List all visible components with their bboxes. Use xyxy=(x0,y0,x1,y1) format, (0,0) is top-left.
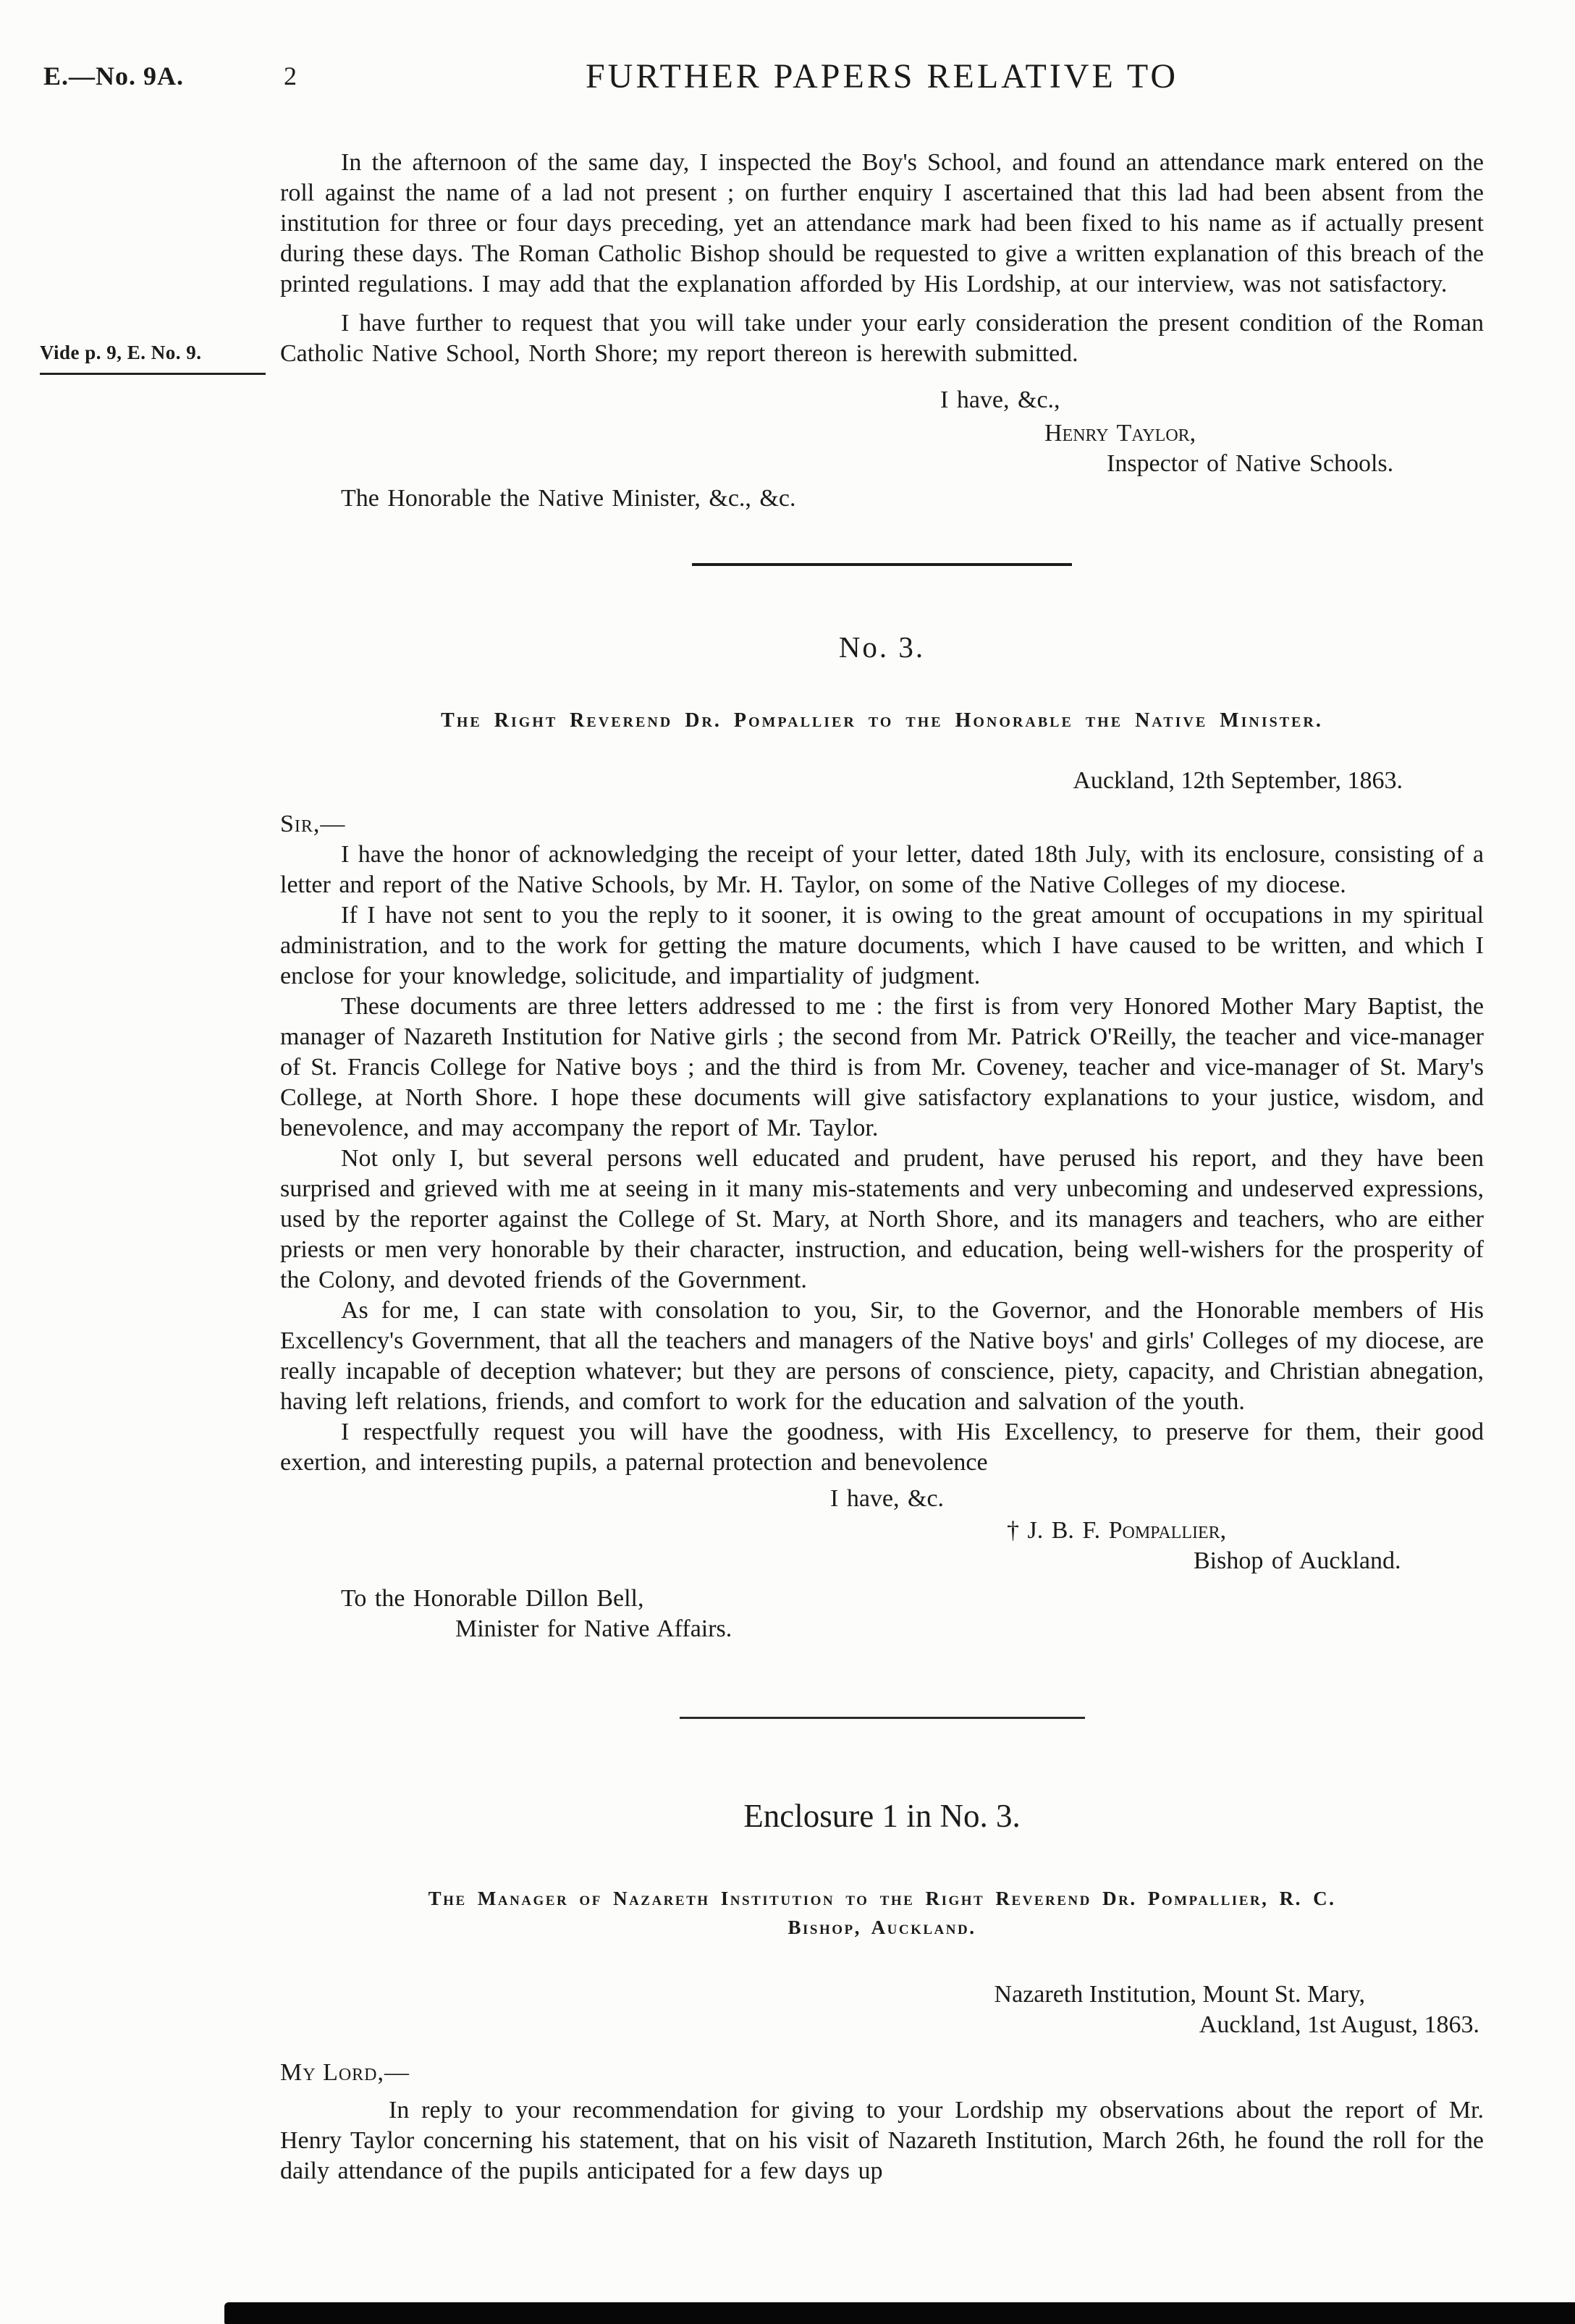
salutation: My Lord,— xyxy=(280,2059,410,2086)
doc-reference: E.—No. 9A. xyxy=(43,62,185,90)
dateline: Auckland, 1st August, 1863. xyxy=(1199,2011,1479,2038)
letter-heading-line2: Bishop, Auckland. xyxy=(788,1917,976,1938)
letter-heading-line1: The Manager of Nazareth Institution to the Right Reverend Dr. Pompallier, R. C. xyxy=(428,1888,1336,1909)
margin-note: Vide p. 9, E. No. 9. xyxy=(40,342,266,375)
signature-name: † J. B. F. Pompallier, xyxy=(1007,1517,1227,1544)
paragraph: If I have not sent to you the reply to it sooner, it is owing to the great amount of occupations in my spiritual administration, and to the work for getting the mature documents, which I have caused to be written, and which I enclose for your knowledge, solicitude, and impartiality of judgment. xyxy=(280,902,1484,989)
letter-heading: The Right Reverend Dr. Pompallier to the Honorable the Native Minister. xyxy=(441,709,1323,732)
section-divider xyxy=(692,563,1072,566)
valediction: I have, &c. xyxy=(830,1485,945,1512)
section-number: No. 3. xyxy=(838,630,926,664)
paragraph: I have the honor of acknowledging the receipt of your letter, dated 18th July, with its enclosure, consisting of a letter and report of the Native Schools, by Mr. H. Taylor, on some of the Native Colleges of my diocese. xyxy=(280,841,1484,898)
salutation: Sir,— xyxy=(280,811,346,837)
paragraph: I respectfully request you will have the goodness, with His Excellency, to preserve for them, their good exertion, and interesting pupils, a paternal protection and benevolence xyxy=(280,1419,1484,1476)
paragraph: In reply to your recommendation for giving to your Lordship my observations about the report of Mr. Henry Taylor concerning his statement, that on his visit of Nazareth Institution, March 26th, he found the roll for the daily attendance of the pupils anticipated for a few days up xyxy=(280,2097,1484,2184)
paragraph: I have further to request that you will take under your early consideration the present condition of the Roman Catholic Native School, North Shore; my report thereon is herewith submitted. xyxy=(280,310,1484,367)
addressee: The Honorable the Native Minister, &c., &c. xyxy=(341,485,796,512)
addressee: Minister for Native Affairs. xyxy=(455,1615,732,1642)
page-number: 2 xyxy=(284,62,297,90)
section-divider xyxy=(680,1717,1085,1719)
scan-edge-artifact xyxy=(224,2302,1575,2324)
paragraph: These documents are three letters addressed to me : the first is from very Honored Mother Mary Baptist, the manager of Nazareth Institution for Native girls ; the second from Mr. Patrick O'Reilly, the teacher and vice-manager of St. Francis College for Native boys ; and the third is from Mr. Coveney, teacher and vice-manager of St. Mary's College, at North Shore. I hope these documents will give satisfactory explanations to your justice, wisdom, and benevolence, and may accompany the report of Mr. Taylor. xyxy=(280,993,1484,1141)
enclosure-title: Enclosure 1 in No. 3. xyxy=(743,1798,1021,1834)
dateline: Auckland, 12th September, 1863. xyxy=(1073,767,1403,794)
letter-heading xyxy=(280,1884,1484,1942)
dateline: Nazareth Institution, Mount St. Mary, xyxy=(994,1981,1365,2008)
addressee: To the Honorable Dillon Bell, xyxy=(341,1585,644,1612)
page-header xyxy=(0,56,1575,101)
document-content xyxy=(280,148,1484,2186)
paragraph: Not only I, but several persons well educated and prudent, have perused his report, and they have been surprised and grieved with me at seeing in it many mis-statements and very unbecoming and undeserved expressions, used by the reporter against the College of St. Mary, at North Shore, and its managers and teachers, who are either priests or men very honorable by their character, instruction, and education, being well-wishers for the prosperity of the Colony, and devoted friends of the Government. xyxy=(280,1145,1484,1293)
running-title: FURTHER PAPERS RELATIVE TO xyxy=(585,57,1179,96)
paragraph: In the afternoon of the same day, I inspected the Boy's School, and found an attendance mark entered on the roll against the name of a lad not present ; on further enquiry I ascertained that this lad had been absent from the institution for three or four days preceding, yet an attendance mark had been fixed to his name as if actually present during these days. The Roman Catholic Bishop should be requested to give a written explanation of this breach of the printed regulations. I may add that the explanation afforded by His Lordship, at our interview, was not satisfactory. xyxy=(280,149,1484,297)
signature-title: Bishop of Auckland. xyxy=(1194,1547,1401,1574)
signature-name: Henry Taylor, xyxy=(1044,420,1196,447)
valediction: I have, &c., xyxy=(940,386,1060,413)
paragraph: As for me, I can state with consolation to you, Sir, to the Governor, and the Honorable members of His Excellency's Government, that all the teachers and managers of the Native boys' and girls' Colleges of my diocese, are really incapable of deception whatever; but they are persons of conscience, piety, capacity, and Christian abnegation, having left relations, friends, and comfort to work for the education and salvation of the youth. xyxy=(280,1297,1484,1415)
signature-title: Inspector of Native Schools. xyxy=(1107,450,1394,477)
